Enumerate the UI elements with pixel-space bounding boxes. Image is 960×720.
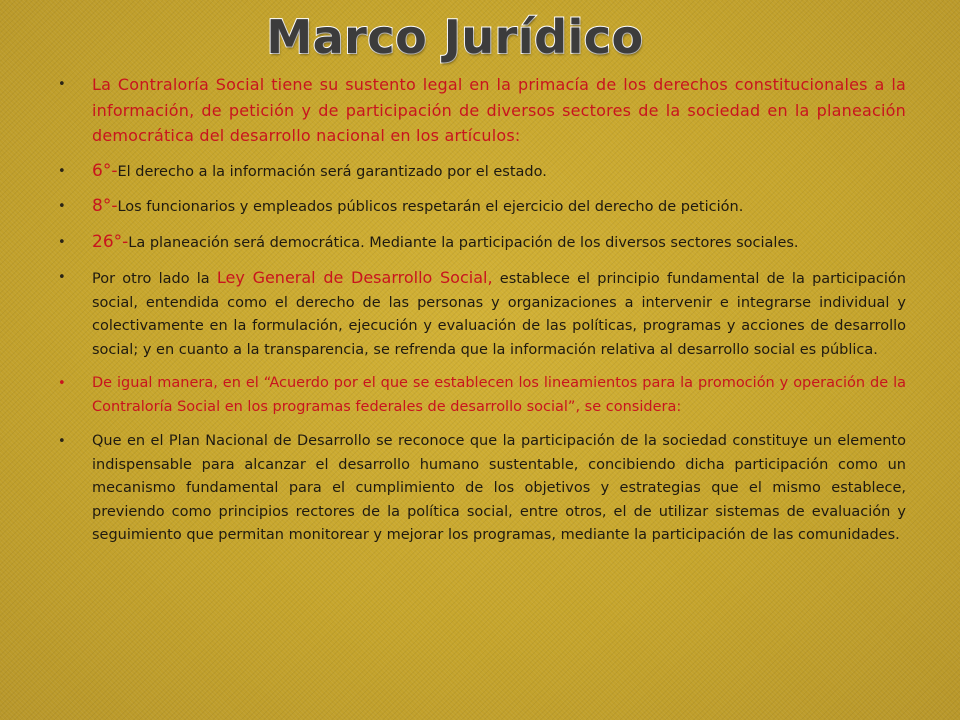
bullet-marker: • xyxy=(58,376,66,391)
article-text: La planeación será democrática. Mediante la participación de los diversos sectores sociales. xyxy=(128,234,799,251)
bullet-marker: • xyxy=(58,77,66,92)
bullet-acuerdo xyxy=(58,372,906,419)
acuerdo-text: De igual manera, en el “Acuerdo por el que se establecen los lineamientos para la promoción y operación de la Contraloría Social en los programas federales de desarrollo social”, se considera: xyxy=(92,375,906,415)
ley-prefix: Por otro lado la xyxy=(92,271,217,287)
ley-text: establece el principio fundamental de la participación social, entendida como el derecho de las personas y organizaciones a intervenir e integrarse individual y colectivamente en la formulación, ejecución y evaluación de las políticas, programas y acciones de desarrollo social; y en cuanto a la transparencia, se refrenda que la información relativa al desarrollo social es pública. xyxy=(92,271,906,358)
bullet-list xyxy=(58,73,906,555)
ley-name: Ley General de Desarrollo Social, xyxy=(216,268,493,287)
article-text: Los funcionarios y empleados públicos respetarán el ejercicio del derecho de petición. xyxy=(117,199,744,215)
article-text: El derecho a la información será garantizado por el estado. xyxy=(117,163,547,180)
bullet-article-8 xyxy=(58,195,906,220)
article-number: 26°- xyxy=(92,231,129,252)
bullet-plan-nacional xyxy=(58,430,906,548)
bullet-article-26 xyxy=(58,231,906,256)
plan-text: Que en el Plan Nacional de Desarrollo se reconoce que la participación de la sociedad constituye un elemento indispensable para alcanzar el desarrollo humano sustentable, concibiendo dicha participación como un mecanismo fundamental para el cumplimiento de los objetivos y estrategias que el mismo establece, previendo como principios rectores de la política social, entre otros, el de utilizar sistemas de evaluación y seguimiento que permitan monitorear y mejorar los programas, mediante la participación de las comunidades. xyxy=(92,433,906,543)
intro-text: La Contraloría Social tiene su sustento legal en la primacía de los derechos constitucionales a la información, de petición y de participación de diversos sectores de la sociedad en la planeación democrática del desarrollo nacional en los artículos: xyxy=(92,75,906,145)
bullet-marker: • xyxy=(58,234,66,250)
bullet-marker: • xyxy=(58,163,66,179)
article-number: 8°- xyxy=(92,196,118,216)
bullet-ley-general xyxy=(58,266,906,362)
article-number: 6°- xyxy=(92,160,118,181)
bullet-article-6 xyxy=(58,160,906,185)
bullet-marker: • xyxy=(58,199,66,214)
bullet-intro xyxy=(58,73,906,150)
slide-title: Marco Jurídico xyxy=(266,10,644,64)
bullet-marker: • xyxy=(58,434,66,449)
bullet-marker: • xyxy=(58,270,66,285)
